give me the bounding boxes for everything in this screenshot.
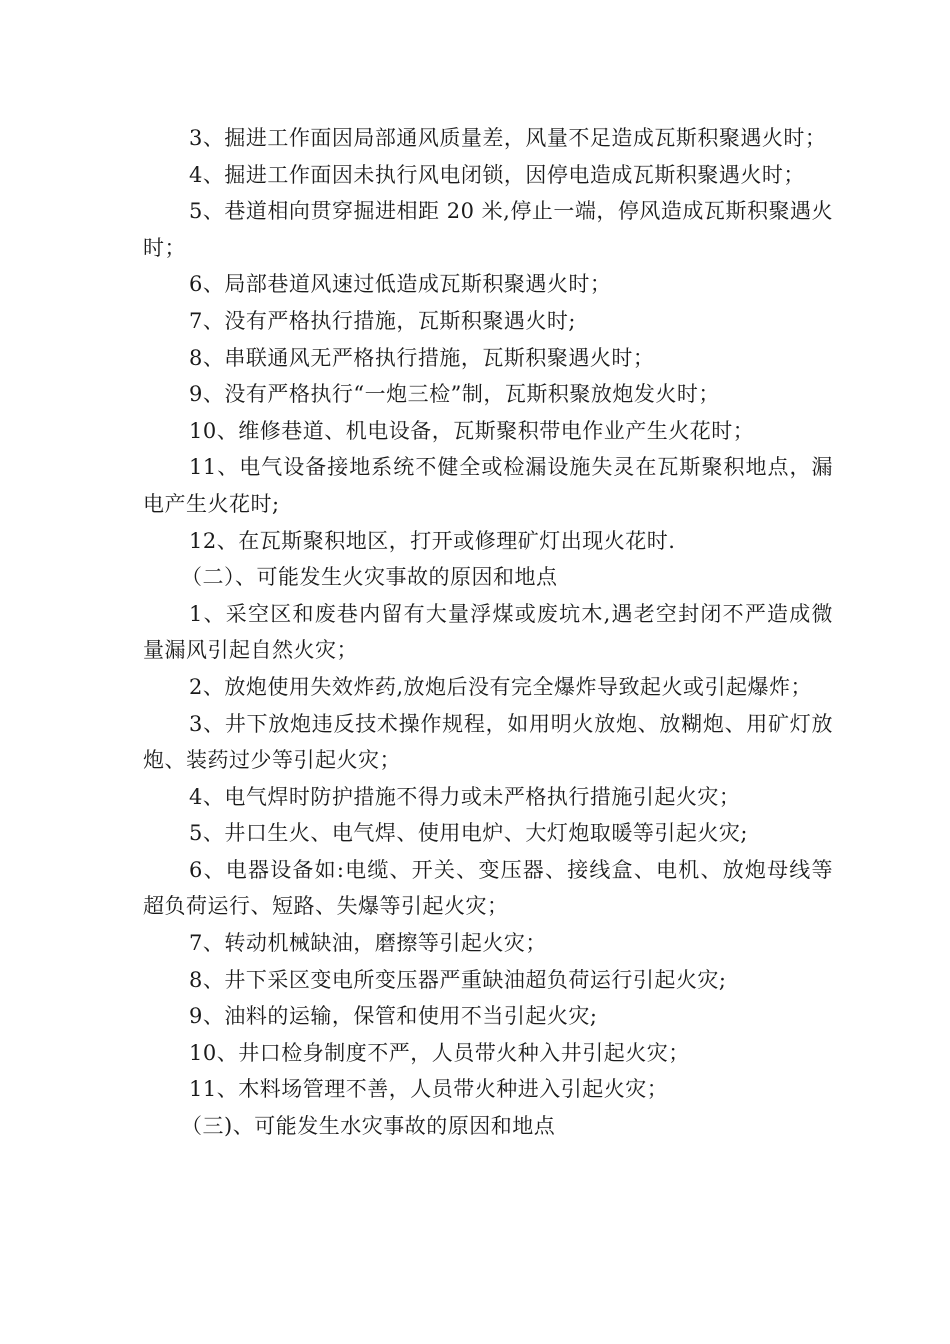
fire-cause-item-3: 3、井下放炮违反技术操作规程，如用明火放炮、放糊炮、用矿灯放炮、装药过少等引起火灾；: [143, 711, 833, 773]
section-heading-flood: （三)、可能发生水灾事故的原因和地点: [181, 1114, 556, 1139]
fire-cause-item-10: 10、井口检身制度不严，人员带火种入井引起火灾；: [189, 1040, 690, 1065]
fire-cause-item-7: 7、转动机械缺油，磨擦等引起火灾；: [189, 931, 547, 956]
fire-cause-item-8: 8、井下采区变电所变压器严重缺油超负荷运行引起火灾;: [189, 967, 727, 992]
document-body: [143, 120, 833, 1145]
fire-cause-item-5: 5、井口生火、电气焊、使用电炉、大灯炮取暖等引起火灾;: [189, 821, 748, 846]
paragraph-item-11: 11、电气设备接地系统不健全或检漏设施失灵在瓦斯聚积地点，漏电产生火花时;: [143, 455, 833, 516]
fire-cause-item-1: 1、采空区和废巷内留有大量浮煤或废坑木,遇老空封闭不严造成微量漏风引起自然火灾；: [143, 601, 833, 663]
fire-cause-item-6: 6、电器设备如:电缆、开关、变压器、接线盒、电机、放炮母线等超负荷运行、短路、失爆等引起火灾；: [143, 857, 833, 919]
section-heading-fire: （二）、可能发生火灾事故的原因和地点: [181, 565, 558, 590]
paragraph-item-9: 9、没有严格执行“一炮三检”制，瓦斯积聚放炮发火时；: [189, 382, 720, 407]
paragraph-item-3: 3、掘进工作面因局部通风质量差，风量不足造成瓦斯积聚遇火时；: [189, 126, 827, 150]
paragraph-item-12: 12、在瓦斯聚积地区，打开或修理矿灯出现火花时.: [189, 528, 676, 553]
fire-cause-item-2: 2、放炮使用失效炸药,放炮后没有完全爆炸导致起火或引起爆炸；: [189, 674, 813, 699]
paragraph-item-5: 5、巷道相向贯穿掘进相距 20 米,停止一端，停风造成瓦斯积聚遇火时；: [143, 199, 833, 260]
fire-cause-item-9: 9、油料的运输，保管和使用不当引起火灾;: [189, 1004, 598, 1029]
fire-cause-item-11: 11、木料场管理不善，人员带火种进入引起火灾；: [189, 1077, 669, 1102]
paragraph-item-10: 10、维修巷道、机电设备，瓦斯聚积带电作业产生火花时；: [189, 418, 755, 443]
paragraph-item-4: 4、掘进工作面因未执行风电闭锁，因停电造成瓦斯积聚遇火时；: [189, 162, 805, 187]
fire-cause-item-4: 4、电气焊时防护措施不得力或未严格执行措施引起火灾；: [189, 784, 741, 809]
paragraph-item-7: 7、没有严格执行措施，瓦斯积聚遇火时;: [189, 308, 576, 333]
paragraph-item-6: 6、局部巷道风速过低造成瓦斯积聚遇火时；: [189, 272, 612, 297]
paragraph-item-8: 8、串联通风无严格执行措施，瓦斯积聚遇火时；: [189, 345, 655, 370]
